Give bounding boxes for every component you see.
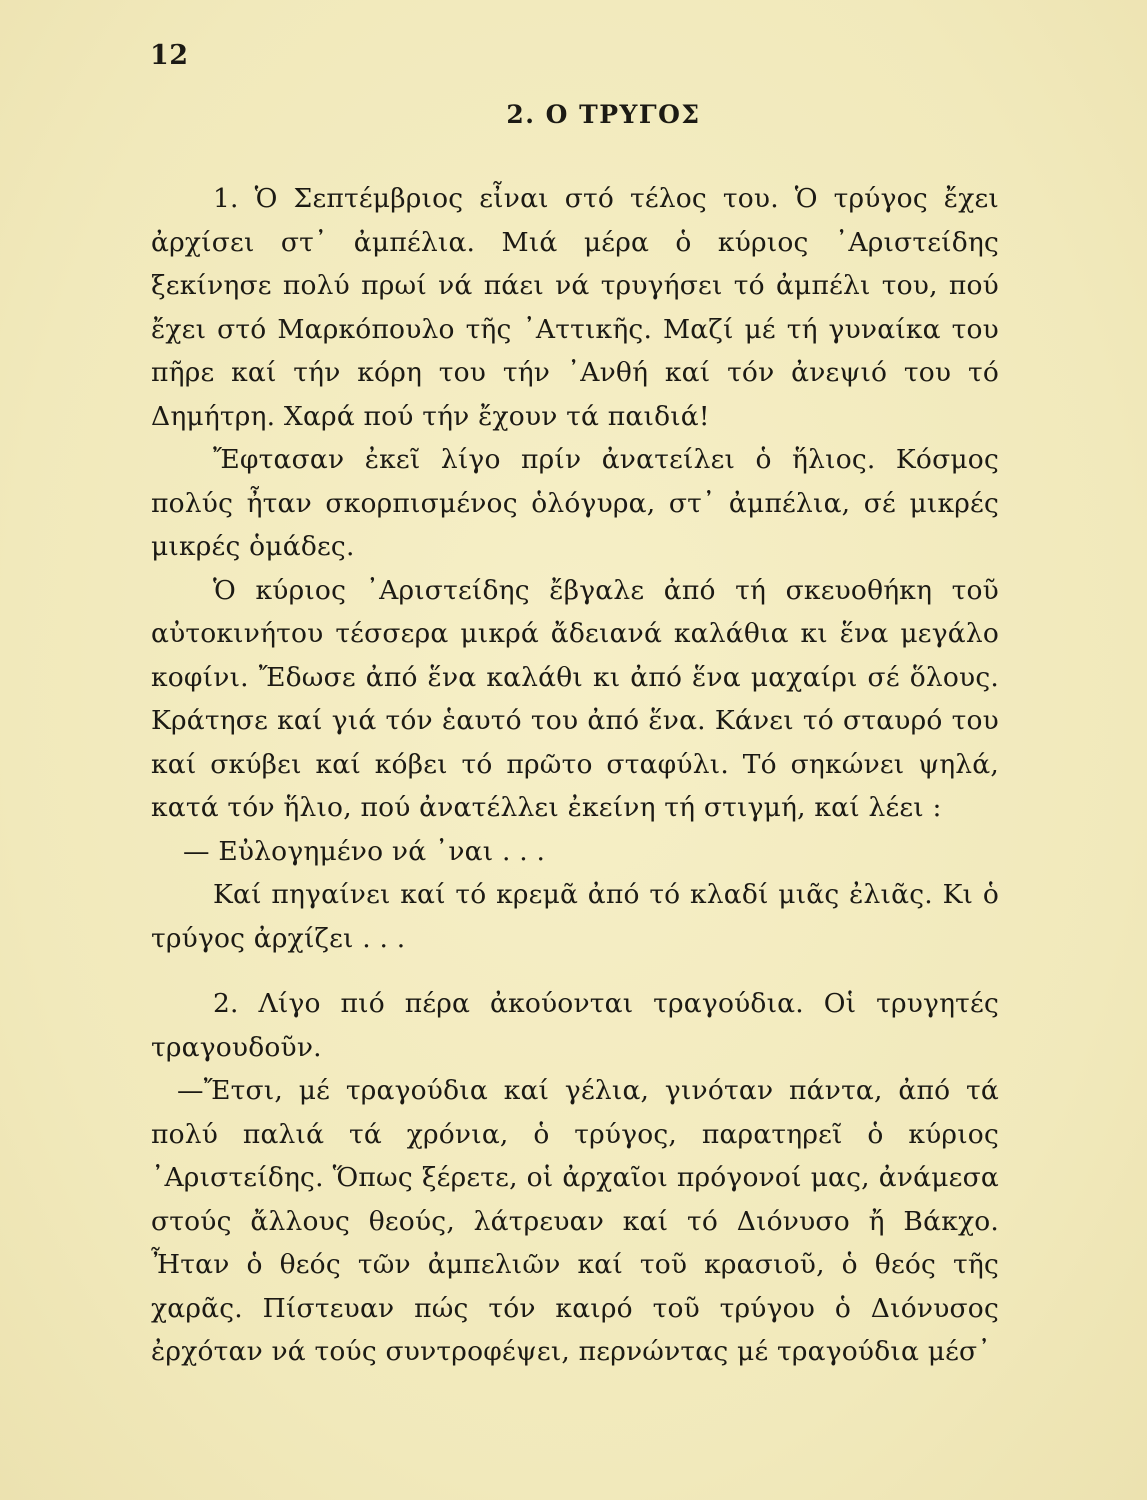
- paragraph-3: Ὁ κύριος ᾿Αριστείδης ἔβγαλε ἀπό τή σκευοθήκη τοῦ αὐτοκινήτου τέσσερα μικρά ἄδειανά καλάθια κι ἕνα μεγάλο κοφίνι. Ἔδωσε ἀπό ἕνα καλάθι κι ἀπό ἕνα μαχαίρι σέ ὅλους. Κράτησε καί γιά τόν ἑαυτό του ἀπό ἕνα. Κάνει τό σταυρό του καί σκύβει καί κόβει τό πρῶτο σταφύλι. Τό σηκώνει ψηλά, κατά τόν ἥλιο, πού ἀνατέλλει ἐκείνη τή στιγμή, καί λέει :: [151, 574, 999, 823]
- page-number: 12: [150, 40, 189, 71]
- chapter-title: 2. Ο ΤΡΥΓΟΣ: [506, 100, 701, 129]
- paragraph-2: Ἔφτασαν ἐκεῖ λίγο πρίν ἀνατείλει ὁ ἥλιος. Κόσμος πολύς ἦταν σκορπισμένος ὁλόγυρα, στ᾿ ἀμπέλια, σέ μικρές μικρές ὁμάδες.: [151, 444, 999, 562]
- paragraph-6: —Ἔτσι, μέ τραγούδια καί γέλια, γινόταν πάντα, ἀπό τά πολύ παλιά τά χρόνια, ὁ τρύγος, παρατηρεῖ ὁ κύριος ᾿Αριστείδης. Ὅπως ξέρετε, οἱ ἀρχαῖοι πρόγονοί μας, ἀνάμεσα στούς ἄλλους θεούς, λάτρευαν καί τό Διόνυσο ἤ Βάκχο. Ἦταν ὁ θεός τῶν ἀμπελιῶν καί τοῦ κρασιοῦ, ὁ θεός τῆς χαρᾶς. Πίστευαν πώς τόν καιρό τοῦ τρύγου ὁ Διόνυσος ἐρχόταν νά τούς συντροφέψει, περνώντας μέ τραγούδια μέσ᾿: [151, 1075, 999, 1367]
- body-text: [151, 177, 999, 1374]
- paragraph-1: 1. Ὁ Σεπτέμβριος εἶναι στό τέλος του. Ὁ τρύγος ἔχει ἀρχίσει στ᾿ ἀμπέλια. Μιά μέρα ὁ κύριος ᾿Αριστείδης ξεκίνησε πολύ πρωί νά πάει νά τρυγήσει τό ἀμπέλι του, πού ἔχει στό Μαρκόπουλο τῆς ᾿Αττικῆς. Μαζί μέ τή γυναίκα του πῆρε καί τήν κόρη του τήν ᾿Ανθή καί τόν ἀνεψιό του τό Δημήτρη. Χαρά πού τήν ἔχουν τά παιδιά!: [151, 183, 999, 432]
- dialog-line: — Εὐλογημένο νά ᾿ναι . . .: [183, 835, 546, 867]
- paragraph-5: 2. Λίγο πιό πέρα ἀκούονται τραγούδια. Οἱ τρυγητές τραγουδοῦν.: [151, 988, 999, 1063]
- paragraph-4: Καί πηγαίνει καί τό κρεμᾶ ἀπό τό κλαδί μιᾶς ἐλιᾶς. Κι ὁ τρύγος ἀρχίζει . . .: [151, 879, 999, 954]
